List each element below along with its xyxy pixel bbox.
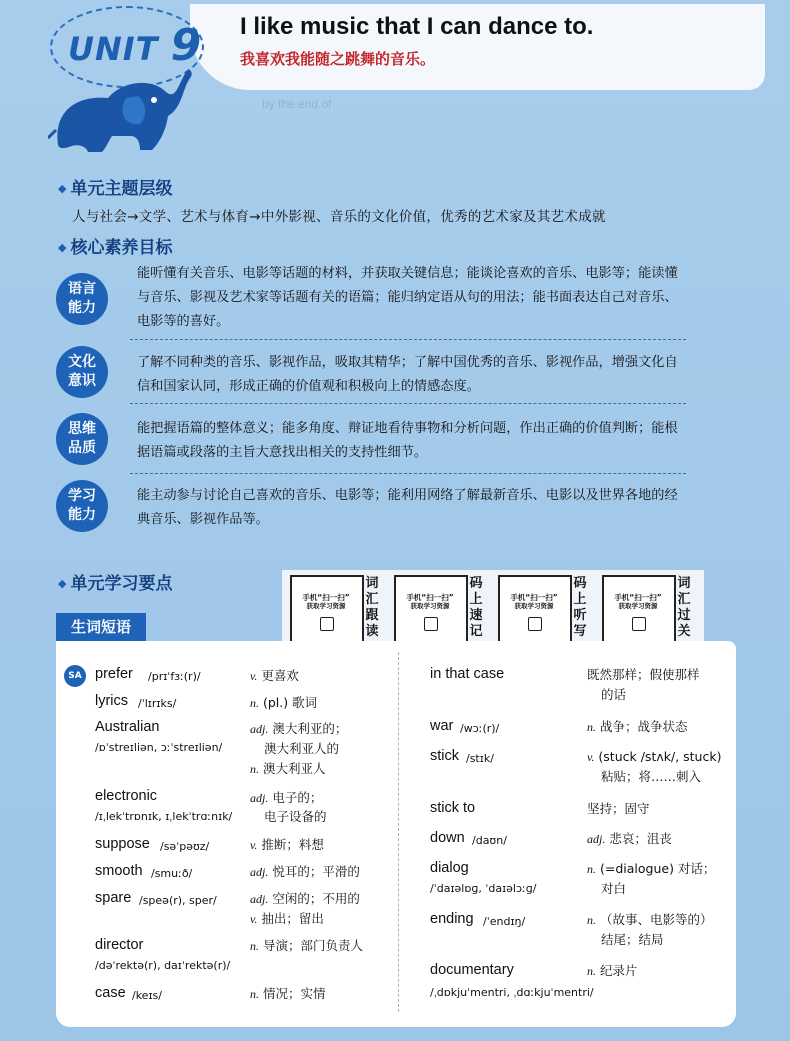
vocab-phonetic: /ˈendɪŋ/ [483, 915, 526, 928]
vocab-meaning-text: 纪录片 [599, 963, 638, 978]
unit-number: 9 [170, 20, 203, 71]
vocab-phonetic: /smuːð/ [151, 867, 193, 880]
vocab-meaning: 坚持；固守 [587, 801, 650, 816]
vocab-pos: n. [250, 762, 259, 776]
unit-label-text: UNIT [68, 30, 159, 68]
qr-code-row [282, 570, 704, 648]
qr-label: 词汇过关 [677, 576, 691, 639]
vocab-meaning-text: 战争；战争状态 [599, 719, 688, 734]
vocab-word: ending [430, 911, 474, 927]
goal-badge-culture [56, 346, 108, 398]
vocab-pos: n. [587, 964, 596, 978]
vocab-meaning-text: 情况；实情 [262, 986, 326, 1001]
vocab-tab: 生词短语 [56, 613, 146, 641]
phone-icon [424, 617, 438, 631]
diamond-bullet-icon: ◆ [58, 577, 67, 590]
divider [130, 473, 686, 474]
goal-text-learning: 能主动参与讨论自己喜欢的音乐、电影等；能利用网络了解最新音乐、电影以及世界各地的经典音乐、影视作品等。 [137, 488, 678, 527]
qr-label: 词汇跟读 [365, 576, 379, 639]
vocab-meaning-text: 电子的； [272, 790, 323, 805]
vocab-pos: n. [250, 696, 259, 710]
goal-badge-label: 思维品质 [68, 421, 96, 456]
goal-badge-label: 文化意识 [68, 354, 96, 389]
vocab-pos: n. [587, 720, 596, 734]
goal-text-thinking: 能把握语篇的整体意义；能多角度、辩证地看待事物和分析问题，作出正确的价值判断；能根据语篇或段落的主旨大意找出相关的支持性细节。 [137, 421, 678, 460]
vocab-meaning-text: (pl.) 歌词 [262, 695, 318, 710]
vocab-meaning [250, 788, 322, 808]
vocab-pos: adj. [250, 865, 269, 879]
vocab-meaning-text: 抽出；留出 [261, 911, 324, 926]
vocab-phonetic: /ˌdɒkjuˈmentri, ˌdɑːkjuˈmentri/ [430, 986, 594, 999]
vocab-meaning-text: 导演；部门负责人 [262, 938, 363, 953]
vocab-word: lyrics [95, 693, 129, 709]
vocab-meaning [587, 829, 672, 849]
qr-caption: 手机“扫一扫” 获取学习资源 [614, 593, 662, 610]
vocab-meaning-line2: 澳大利亚人的 [264, 741, 340, 756]
phone-icon [320, 617, 334, 631]
vocab-pos: n. [250, 987, 259, 1001]
vocab-word: prefer [95, 666, 133, 682]
vocab-word: stick [430, 748, 459, 764]
vocab-word: down [430, 830, 465, 846]
vocab-meaning [250, 889, 360, 909]
vocab-phonetic: /wɔː(r)/ [460, 722, 500, 735]
vocab-meaning [250, 693, 317, 713]
vocab-meaning [250, 666, 299, 686]
qr-label: 码上速记 [469, 576, 483, 639]
vocab-phonetic: /ˈdaɪəlɒɡ, ˈdaɪəlɔːɡ/ [430, 882, 537, 895]
vocab-word: spare [95, 890, 132, 906]
qr-caption: 手机“扫一扫” 获取学习资源 [406, 593, 454, 610]
vocab-word: stick to [430, 800, 476, 816]
watermark-text: by the end of [262, 97, 332, 111]
phone-icon [632, 617, 646, 631]
vocab-phonetic: /daʊn/ [472, 834, 507, 847]
vocab-meaning-line2: 对白 [601, 881, 627, 896]
vocab-meaning-text: (stuck /stʌk/, stuck) [598, 749, 722, 764]
vocab-pos: v. [587, 750, 595, 764]
vocab-pos: v. [250, 912, 258, 926]
vocab-meaning-text: 悦耳的；平滑的 [272, 864, 360, 879]
vocab-pos: adj. [250, 791, 269, 805]
vocab-word: electronic [95, 788, 158, 804]
page-title: I like music that I can dance to. [240, 13, 594, 40]
study-heading [58, 569, 172, 594]
core-heading-text: 核心素养目标 [70, 238, 173, 258]
vocab-phonetic: /ɒˈstreɪliən, ɔːˈstreɪliən/ [95, 741, 223, 754]
vocab-pos: v. [250, 838, 258, 852]
vocab-meaning-line2: 电子设备的 [264, 809, 327, 824]
vocab-phonetic: /ɪˌlekˈtrɒnɪk, ɪˌlekˈtrɑːnɪk/ [95, 810, 233, 823]
theme-text: 人与社会→文学、艺术与体育→中外影视、音乐的文化价值，优秀的艺术家及其艺术成就 [72, 209, 606, 225]
qr-code[interactable] [602, 575, 676, 645]
divider [130, 339, 686, 340]
vocab-meaning [587, 859, 715, 879]
qr-code[interactable] [498, 575, 572, 645]
vocab-meaning-text: 推断；料想 [261, 837, 324, 852]
vocab-phonetic: /dəˈrektə(r), daɪˈrektə(r)/ [95, 959, 231, 972]
vocab-meaning [250, 984, 326, 1004]
vocab-phonetic: /ˈlɪrɪks/ [138, 697, 177, 710]
divider [130, 403, 686, 404]
vocab-phonetic: /stɪk/ [466, 752, 494, 765]
vocab-word: smooth [95, 863, 143, 879]
vocab-pos: n. [587, 913, 596, 927]
vocab-phonetic: /prɪˈfɜː(r)/ [148, 670, 201, 683]
vocab-word: in that case [430, 666, 505, 682]
vocab-meaning [250, 719, 347, 739]
vocab-pos: adj. [250, 892, 269, 906]
diamond-bullet-icon: ◆ [58, 182, 67, 195]
vocab-meaning-text: （故事、电影等的） [599, 912, 713, 927]
qr-caption: 手机“扫一扫” 获取学习资源 [510, 593, 558, 610]
vocab-word: documentary [430, 962, 514, 978]
diamond-bullet-icon: ◆ [58, 241, 67, 254]
goal-badge-language [56, 273, 108, 325]
elephant-icon [48, 60, 193, 155]
core-heading [58, 233, 172, 258]
vocab-phonetic: /keɪs/ [132, 989, 162, 1002]
vocab-meaning [250, 835, 324, 855]
goal-badge-thinking [56, 413, 108, 465]
vocab-meaning [250, 862, 360, 882]
vocab-meaning [250, 909, 324, 929]
vocab-meaning-text: 澳大利亚的； [272, 721, 348, 736]
vocab-phonetic: /speə(r), sper/ [139, 894, 217, 907]
goal-badge-label: 语言能力 [68, 281, 96, 316]
theme-heading [58, 174, 172, 199]
goal-badge-learning [56, 480, 108, 532]
vocab-phonetic: /səˈpəʊz/ [160, 840, 210, 853]
vocab-word: case [95, 985, 126, 1001]
column-divider [398, 652, 399, 1012]
vocab-meaning [250, 936, 363, 956]
vocab-meaning [587, 747, 721, 767]
vocab-meaning-text: (=dialogue) 对话； [599, 861, 716, 876]
vocab-meaning-line2: 粘贴；将……刺入 [601, 769, 702, 784]
study-heading-text: 单元学习要点 [70, 574, 173, 594]
vocab-word: dialog [430, 860, 469, 876]
goal-text-language: 能听懂有关音乐、电影等话题的材料，并获取关键信息；能谈论喜欢的音乐、电影等；能读懂与音乐、影视及艺术家等话题有关的语篇；能归纳定语从句的用法；能书面表达自己对音乐、电影等的喜好。 [137, 266, 678, 329]
qr-code[interactable] [290, 575, 364, 645]
vocab-pos: v. [250, 669, 258, 683]
vocab-meaning-text: 空闲的；不用的 [272, 891, 360, 906]
vocab-pos: adj. [587, 832, 606, 846]
qr-caption: 手机“扫一扫” 获取学习资源 [302, 593, 350, 610]
vocab-meaning-text: 澳大利亚人 [262, 761, 326, 776]
vocab-word: war [430, 718, 454, 734]
goal-text-culture: 了解不同种类的音乐、影视作品，吸取其精华；了解中国优秀的音乐、影视作品，增强文化自信和国家认同，形成正确的价值观和积极向上的情感态度。 [137, 355, 678, 394]
vocab-word: Australian [95, 719, 160, 735]
vocab-pos: n. [587, 862, 596, 876]
vocab-meaning-text: 更喜欢 [261, 668, 299, 683]
vocab-meaning-line2: 的话 [601, 687, 627, 702]
vocab-word: director [95, 937, 144, 953]
vocab-meaning [587, 910, 713, 930]
goal-badge-label: 学习能力 [68, 488, 96, 523]
vocab-meaning-line2: 结尾；结局 [601, 932, 664, 947]
page-subtitle: 我喜欢我能随之跳舞的音乐。 [240, 50, 436, 68]
vocab-pos: n. [250, 939, 259, 953]
vocab-pos: adj. [250, 722, 269, 736]
qr-label: 码上听写 [573, 576, 587, 639]
phone-icon [528, 617, 542, 631]
theme-heading-text: 单元主题层级 [70, 179, 173, 199]
vocab-meaning [587, 717, 688, 737]
vocab-meaning [250, 759, 326, 779]
vocab-meaning [587, 961, 638, 981]
vocab-meaning: 既然那样；假使那样 [587, 667, 700, 682]
qr-code[interactable] [394, 575, 468, 645]
sa-badge: SA [64, 665, 86, 687]
vocab-word: suppose [95, 836, 150, 852]
vocab-meaning-text: 悲哀；沮丧 [609, 831, 672, 846]
